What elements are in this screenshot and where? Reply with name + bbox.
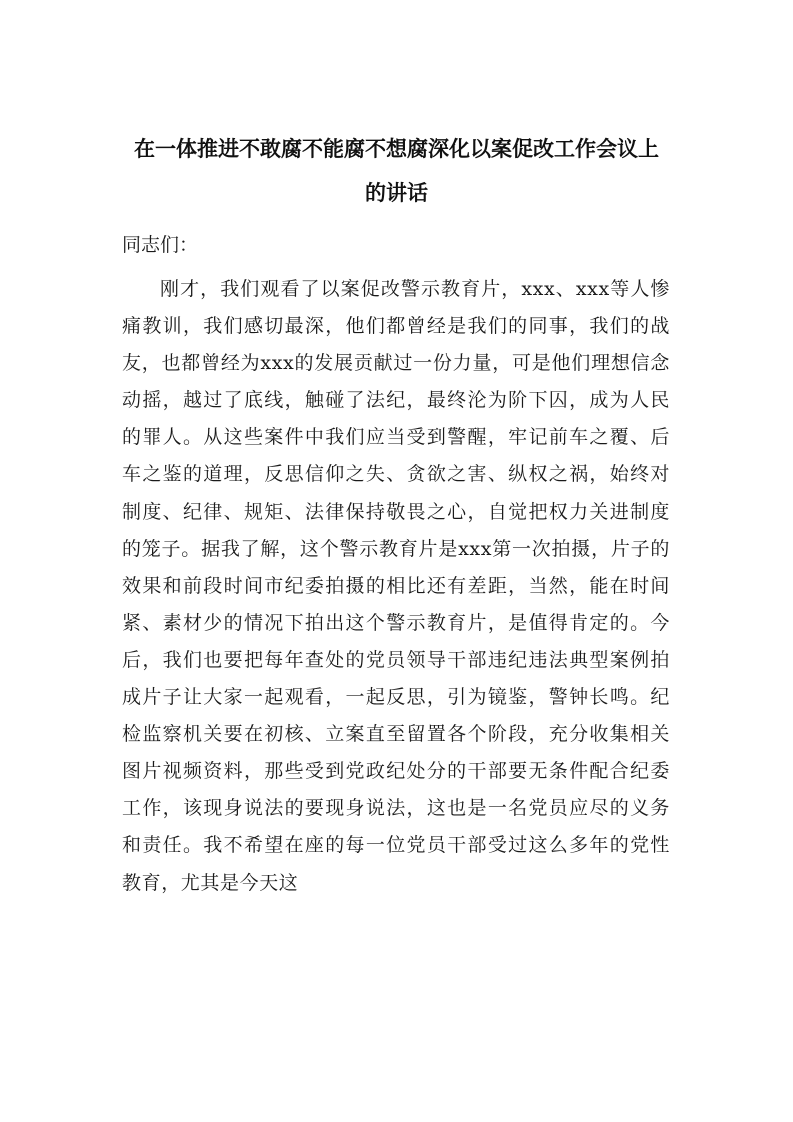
document-title-line-2: 的讲话 [365, 181, 428, 205]
body-paragraph: 刚才，我们观看了以案促改警示教育片，xxx、xxx等人惨痛教训，我们感切最深，他们都曾经是我们的同事，我们的战友，也都曾经为xxx的发展贡献过一份力量，可是他们理想信念动摇，越过了底线，触碰了法纪，最终沦为阶下囚，成为人民的罪人。从这些案件中我们应当受到警醒，牢记前车之覆、后车之鉴的道理，反思信仰之失、贪欲之害、纵权之祸，始终对制度、纪律、规矩、法律保持敬畏之心，自觉把权力关进制度的笼子。据我了解，这个警示教育片是xxx第一次拍摄，片子的效果和前段时间市纪委拍摄的相比还有差距，当然，能在时间紧、素材少的情况下拍出这个警示教育片，是值得肯定的。今后，我们也要把每年查处的党员领导干部违纪违法典型案例拍成片子让大家一起观看，一起反思，引为镜鉴，警钟长鸣。纪检监察机关要在初核、立案直至留置各个阶段，充分收集相关图片视频资料，那些受到党政纪处分的干部要无条件配合纪委工作，该现身说法的要现身说法，这也是一名党员应尽的义务和责任。我不希望在座的每一位党员干部受过这么多年的党性教育，尤其是今天这 [122, 278, 670, 894]
document-title-line-1: 在一体推进不敢腐不能腐不想腐深化以案促改工作会议上 [134, 137, 659, 161]
salutation: 同志们： [122, 234, 199, 256]
